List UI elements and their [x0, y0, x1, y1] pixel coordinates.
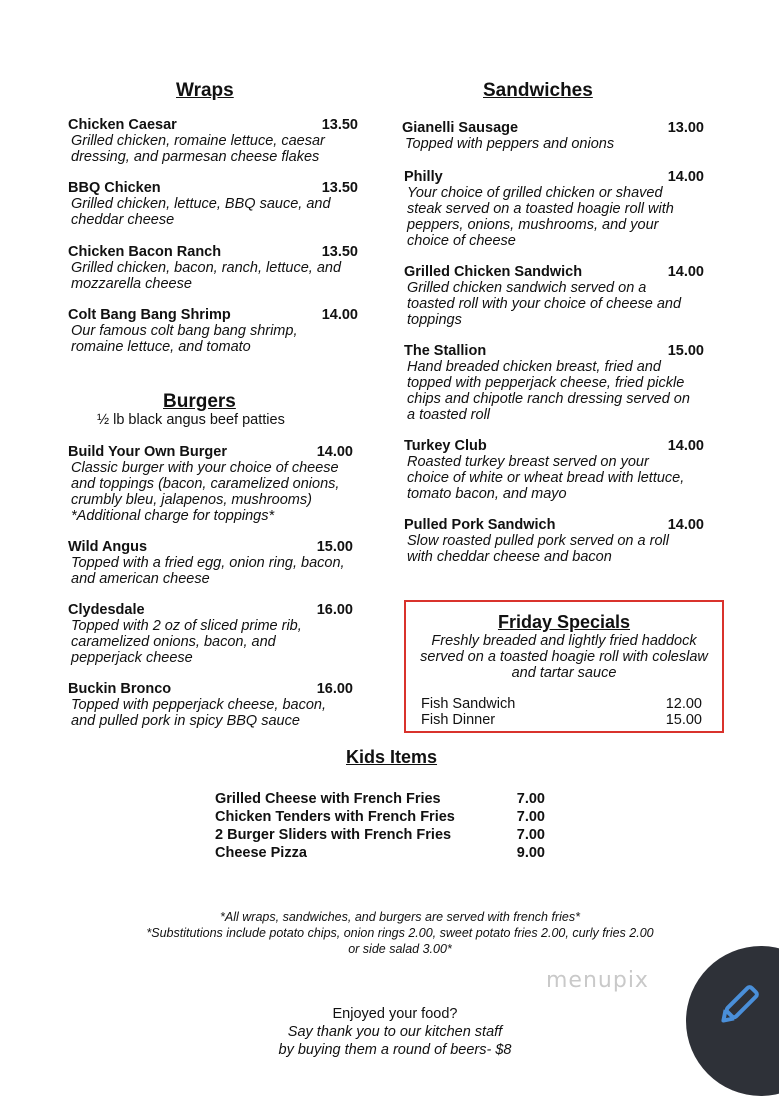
item-name: Fish Dinner	[421, 712, 496, 728]
item-name: Clydesdale	[68, 602, 145, 618]
item-price: 15.00	[665, 712, 702, 728]
item-name: BBQ Chicken	[68, 180, 161, 196]
menu-item	[404, 517, 704, 565]
thank-you-line: by buying them a round of beers- $8	[278, 1042, 512, 1058]
item-name: Chicken Bacon Ranch	[68, 244, 222, 260]
menu-item	[68, 444, 353, 524]
item-name: Pulled Pork Sandwich	[404, 517, 556, 533]
item-name: Buckin Bronco	[68, 681, 172, 697]
menu-item	[68, 180, 358, 228]
list-item	[421, 712, 702, 728]
item-price: 14.00	[667, 438, 704, 454]
item-name: Grilled Cheese with French Fries	[215, 791, 441, 807]
item-name: Wild Angus	[68, 539, 148, 555]
menu-item	[68, 681, 353, 729]
item-name: Grilled Chicken Sandwich	[404, 264, 583, 280]
footnote: *All wraps, sandwiches, and burgers are served with french fries*	[220, 910, 580, 924]
item-name: 2 Burger Sliders with French Fries	[215, 827, 452, 843]
thank-you-note	[240, 1005, 550, 1059]
pencil-icon	[714, 980, 764, 1030]
item-price: 14.00	[316, 444, 353, 460]
item-name: Colt Bang Bang Shrimp	[68, 307, 231, 323]
item-price: 14.00	[667, 264, 704, 280]
friday-specials-box	[404, 600, 724, 733]
kids-list	[215, 790, 545, 862]
item-desc: pepperjack cheese	[71, 650, 193, 666]
thank-you-line: Enjoyed your food?	[332, 1006, 458, 1022]
menu-item	[68, 307, 358, 355]
menu-item	[404, 343, 704, 423]
item-price: 7.00	[516, 791, 545, 807]
footnote: *Substitutions include potato chips, onion rings 2.00, sweet potato fries 2.00, curly fries 2.00	[146, 926, 654, 940]
item-name: Chicken Caesar	[68, 117, 177, 133]
menu-item	[68, 244, 358, 292]
item-desc: steak served on a toasted hoagie roll with	[407, 201, 674, 217]
item-name: The Stallion	[404, 343, 487, 359]
item-price: 14.00	[667, 517, 704, 533]
footnotes	[60, 909, 740, 957]
item-desc: chips and chipotle ranch dressing served on	[407, 391, 690, 407]
item-price: 13.50	[321, 244, 358, 260]
friday-specials-list	[421, 696, 702, 728]
item-desc: cheddar cheese	[71, 212, 175, 228]
item-desc: Grilled chicken, lettuce, BBQ sauce, and	[71, 196, 331, 212]
item-desc: topped with pepperjack cheese, fried pickle	[407, 375, 685, 391]
friday-specials-heading: Friday Specials	[497, 612, 631, 632]
list-item	[215, 790, 545, 808]
item-desc: toasted roll with your choice of cheese and	[407, 296, 682, 312]
burgers-heading: Burgers	[163, 391, 236, 412]
item-price: 7.00	[516, 827, 545, 843]
item-desc: and american cheese	[71, 571, 210, 587]
friday-specials-desc: Freshly breaded and lightly fried haddock	[431, 633, 697, 649]
item-price: 14.00	[667, 169, 704, 185]
friday-specials-desc: served on a toasted hoagie roll with coleslaw	[420, 649, 708, 665]
item-desc: Your choice of grilled chicken or shaved	[407, 185, 663, 201]
item-price: 16.00	[316, 681, 353, 697]
item-desc: Topped with pepperjack cheese, bacon,	[71, 697, 327, 713]
kids-heading: Kids Items	[346, 747, 438, 767]
item-desc: *Additional charge for toppings*	[71, 508, 275, 524]
friday-specials-desc: and tartar sauce	[511, 665, 617, 681]
list-item	[215, 808, 545, 826]
item-desc: Our famous colt bang bang shrimp,	[71, 323, 298, 339]
item-price: 9.00	[516, 845, 545, 861]
item-price: 15.00	[667, 343, 704, 359]
edit-button[interactable]	[686, 946, 779, 1096]
item-price: 13.00	[667, 120, 704, 136]
item-desc: Grilled chicken sandwich served on a	[407, 280, 647, 296]
item-price: 15.00	[316, 539, 353, 555]
menu-item	[68, 117, 358, 165]
sandwiches-heading: Sandwiches	[483, 80, 593, 101]
item-name: Chicken Tenders with French Fries	[215, 809, 455, 825]
item-desc: tomato bacon, and mayo	[407, 486, 567, 502]
list-item	[215, 826, 545, 844]
item-desc: romaine lettuce, and tomato	[71, 339, 251, 355]
item-name: Build Your Own Burger	[68, 444, 227, 460]
item-desc: a toasted roll	[407, 407, 491, 423]
list-item	[421, 696, 702, 712]
item-price: 14.00	[321, 307, 358, 323]
item-desc: and toppings (bacon, caramelized onions,	[71, 476, 340, 492]
item-price: 13.50	[321, 180, 358, 196]
item-price: 16.00	[316, 602, 353, 618]
item-desc: choice of cheese	[407, 233, 516, 249]
item-desc: peppers, onions, mushrooms, and your	[407, 217, 659, 233]
item-desc: caramelized onions, bacon, and	[71, 634, 276, 650]
thank-you-line: Say thank you to our kitchen staff	[287, 1024, 503, 1040]
item-desc: Topped with 2 oz of sliced prime rib,	[71, 618, 302, 634]
menu-item	[404, 264, 704, 328]
item-desc: crumbly bleu, jalapenos, mushrooms)	[71, 492, 312, 508]
item-desc: with cheddar cheese and bacon	[407, 549, 612, 565]
item-desc: Topped with a fried egg, onion ring, bacon,	[71, 555, 345, 571]
list-item	[215, 844, 545, 862]
item-price: 13.50	[321, 117, 358, 133]
item-desc: Slow roasted pulled pork served on a roll	[407, 533, 669, 549]
item-desc: dressing, and parmesan cheese flakes	[71, 149, 320, 165]
item-desc: choice of white or wheat bread with lettuce,	[407, 470, 685, 486]
item-desc: and pulled pork in spicy BBQ sauce	[71, 713, 300, 729]
item-price: 12.00	[665, 696, 702, 712]
item-desc: Grilled chicken, bacon, ranch, lettuce, and	[71, 260, 342, 276]
item-desc: Grilled chicken, romaine lettuce, caesar	[71, 133, 325, 149]
item-name: Cheese Pizza	[215, 845, 307, 861]
item-price: 7.00	[516, 809, 545, 825]
menu-item	[404, 169, 704, 249]
menu-item	[404, 438, 704, 502]
item-desc: Classic burger with your choice of cheese	[71, 460, 339, 476]
burgers-subtitle: ½ lb black angus beef patties	[97, 412, 285, 428]
footnote: or side salad 3.00*	[348, 942, 452, 956]
item-desc: Topped with peppers and onions	[405, 136, 615, 152]
item-desc: Hand breaded chicken breast, fried and	[407, 359, 661, 375]
item-desc: Roasted turkey breast served on your	[407, 454, 649, 470]
item-name: Turkey Club	[404, 438, 487, 454]
wraps-heading: Wraps	[176, 80, 234, 101]
watermark-logo: menupix	[546, 968, 649, 993]
menu-item	[402, 120, 704, 152]
item-desc: mozzarella cheese	[71, 276, 192, 292]
item-desc: toppings	[407, 312, 462, 328]
item-name: Fish Sandwich	[421, 696, 516, 712]
item-name: Gianelli Sausage	[402, 120, 519, 136]
menu-item	[68, 602, 353, 666]
menu-item	[68, 539, 353, 587]
item-name: Philly	[404, 169, 443, 185]
